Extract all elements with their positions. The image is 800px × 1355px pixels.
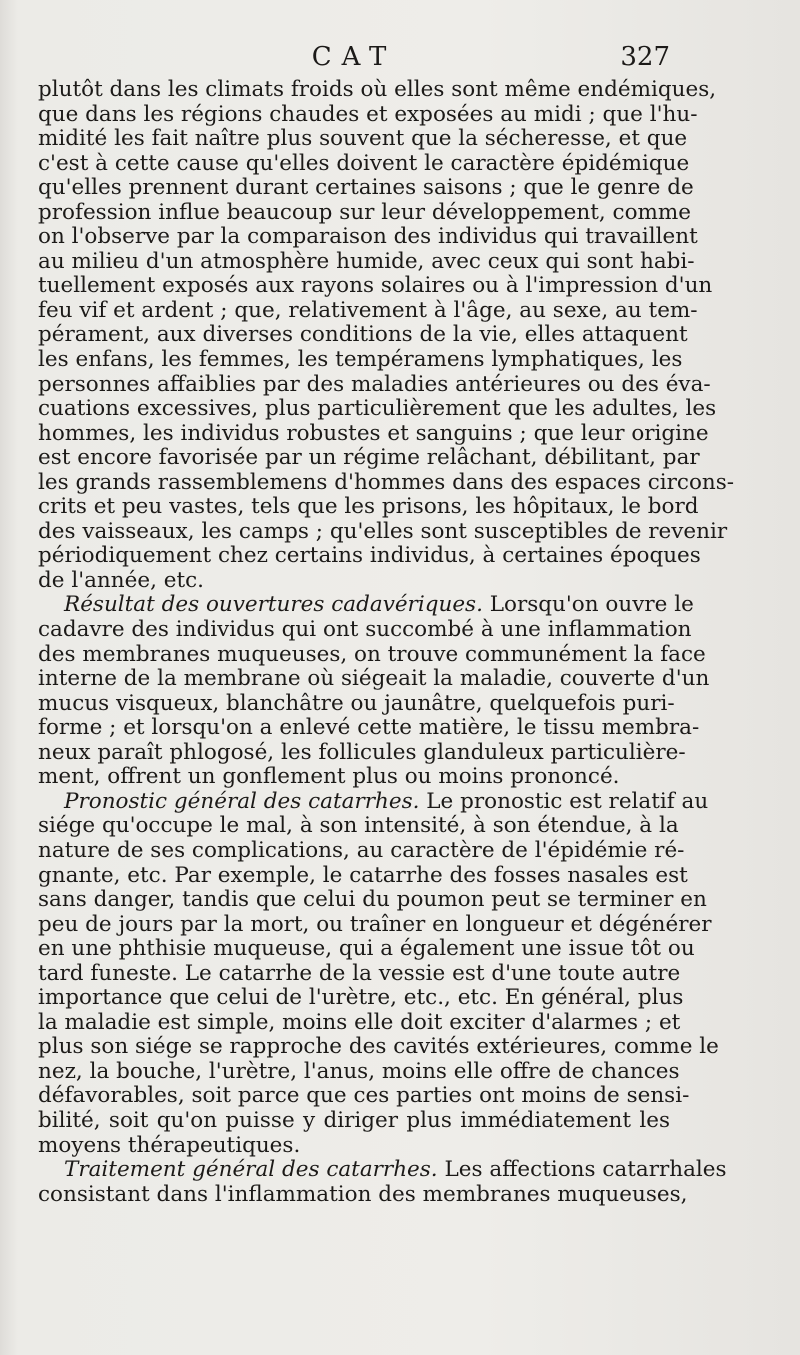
- text-line: qu'elles prennent durant certaines saisons ; que le genre de: [38, 175, 694, 201]
- text-line: midité les fait naître plus souvent que la sécheresse, et que: [38, 126, 688, 152]
- text-line-first: [38, 592, 694, 618]
- paragraph-prognosis: [38, 788, 719, 1158]
- text-line: hommes, les individus robustes et sanguins ; que leur origine: [38, 420, 709, 446]
- text-line-first: [38, 788, 709, 815]
- text-line: que dans les régions chaudes et exposées au midi ; que l'hu-: [38, 101, 698, 127]
- body-text: [38, 77, 735, 1207]
- text-line: en une phthisie muqueuse, qui a également une issue tôt ou: [38, 936, 695, 962]
- paragraph-treatment: [38, 1157, 727, 1207]
- page-header: [38, 42, 670, 78]
- text-line: profession influe beaucoup sur leur développement, comme: [38, 199, 692, 225]
- text-line: c'est à cette cause qu'elles doivent le caractère épidémique: [38, 150, 690, 176]
- page-number: 327: [620, 42, 670, 72]
- section-heading-treatment: Traitement général des catarrhes.: [64, 1157, 438, 1183]
- text-line: neux paraît phlogosé, les follicules glanduleux particulière-: [38, 739, 686, 765]
- running-head: CAT: [311, 42, 397, 72]
- text-line: on l'observe par la comparaison des individus qui travaillent: [38, 224, 698, 250]
- text-line: feu vif et ardent ; que, relativement à l'âge, au sexe, au tem-: [38, 297, 698, 323]
- text-line: pérament, aux diverses conditions de la vie, elles attaquent: [38, 322, 688, 348]
- text-line: périodiquement chez certains individus, à certaines époques: [38, 543, 701, 569]
- text-line: des vaisseaux, les camps ; qu'elles sont susceptibles de revenir: [38, 518, 728, 544]
- text-line: ment, offrent un gonflement plus ou moins prononcé.: [38, 764, 620, 790]
- paragraph-climate: [38, 77, 735, 593]
- text-line: sans danger, tandis que celui du poumon peut se terminer en: [38, 887, 707, 913]
- text-line: consistant dans l'inflammation des membranes muqueuses,: [38, 1181, 688, 1207]
- section-heading-prognosis: Pronostic général des catarrhes.: [64, 788, 420, 814]
- text-line: siége qu'occupe le mal, à son intensité, à son étendue, à la: [38, 813, 679, 839]
- text-line: peu de jours par la mort, ou traîner en longueur et dégénérer: [38, 911, 712, 937]
- text-line: importance que celui de l'urètre, etc., etc. En général, plus: [38, 985, 684, 1011]
- text-line: nez, la bouche, l'urètre, l'anus, moins elle offre de chances: [38, 1058, 680, 1084]
- text-line: des membranes muqueuses, on trouve communément la face: [38, 641, 706, 667]
- paragraph-autopsy: [38, 592, 710, 790]
- text-line: la maladie est simple, moins elle doit exciter d'alarmes ; et: [38, 1009, 681, 1035]
- text-line-first: [38, 1157, 727, 1183]
- text-line: personnes affaiblies par des maladies antérieures ou des éva-: [38, 371, 711, 397]
- text-line: défavorables, soit parce que ces parties ont moins de sensi-: [38, 1083, 690, 1109]
- text-line: est encore favorisée par un régime relâchant, débilitant, par: [38, 445, 700, 471]
- text-line: au milieu d'un atmosphère humide, avec ceux qui sont habi-: [38, 248, 695, 274]
- text-line: bilité, soit qu'on puisse y diriger plus immédiatement les: [38, 1107, 670, 1133]
- text-line: plutôt dans les climats froids où elles sont même endémiques,: [38, 77, 717, 102]
- text-line: les enfans, les femmes, les tempéramens lymphatiques, les: [38, 347, 683, 373]
- text-line: tard funeste. Le catarrhe de la vessie est d'une toute autre: [38, 960, 681, 986]
- text-line: crits et peu vastes, tels que les prisons, les hôpitaux, le bord: [38, 494, 699, 520]
- text-line: les grands rassemblemens d'hommes dans des espaces circons-: [38, 469, 735, 495]
- heading-continuation: Le pronostic est relatif au: [419, 788, 709, 814]
- text-line: gnante, etc. Par exemple, le catarrhe des fosses nasales est: [38, 862, 688, 888]
- text-line: cuations excessives, plus particulièrement que les adultes, les: [38, 396, 717, 422]
- text-line: moyens thérapeutiques.: [38, 1132, 301, 1158]
- text-line: plus son siége se rapproche des cavités extérieures, comme le: [38, 1034, 719, 1060]
- text-line: mucus visqueux, blanchâtre ou jaunâtre, quelquefois puri-: [38, 690, 675, 716]
- text-line: forme ; et lorsqu'on a enlevé cette matière, le tissu membra-: [38, 715, 700, 741]
- text-line: nature de ses complications, au caractère de l'épidémie ré-: [38, 837, 685, 863]
- text-line: interne de la membrane où siégeait la maladie, couverte d'un: [38, 666, 710, 692]
- text-line: cadavre des individus qui ont succombé à une inflammation: [38, 617, 692, 643]
- text-line: tuellement exposés aux rayons solaires ou à l'impression d'un: [38, 273, 713, 299]
- heading-continuation: Les affections catarrhales: [437, 1157, 727, 1183]
- section-heading-autopsy: Résultat des ouvertures cadavériques.: [64, 592, 483, 618]
- text-line: de l'année, etc.: [38, 567, 204, 593]
- heading-continuation: Lorsqu'on ouvre le: [482, 592, 694, 618]
